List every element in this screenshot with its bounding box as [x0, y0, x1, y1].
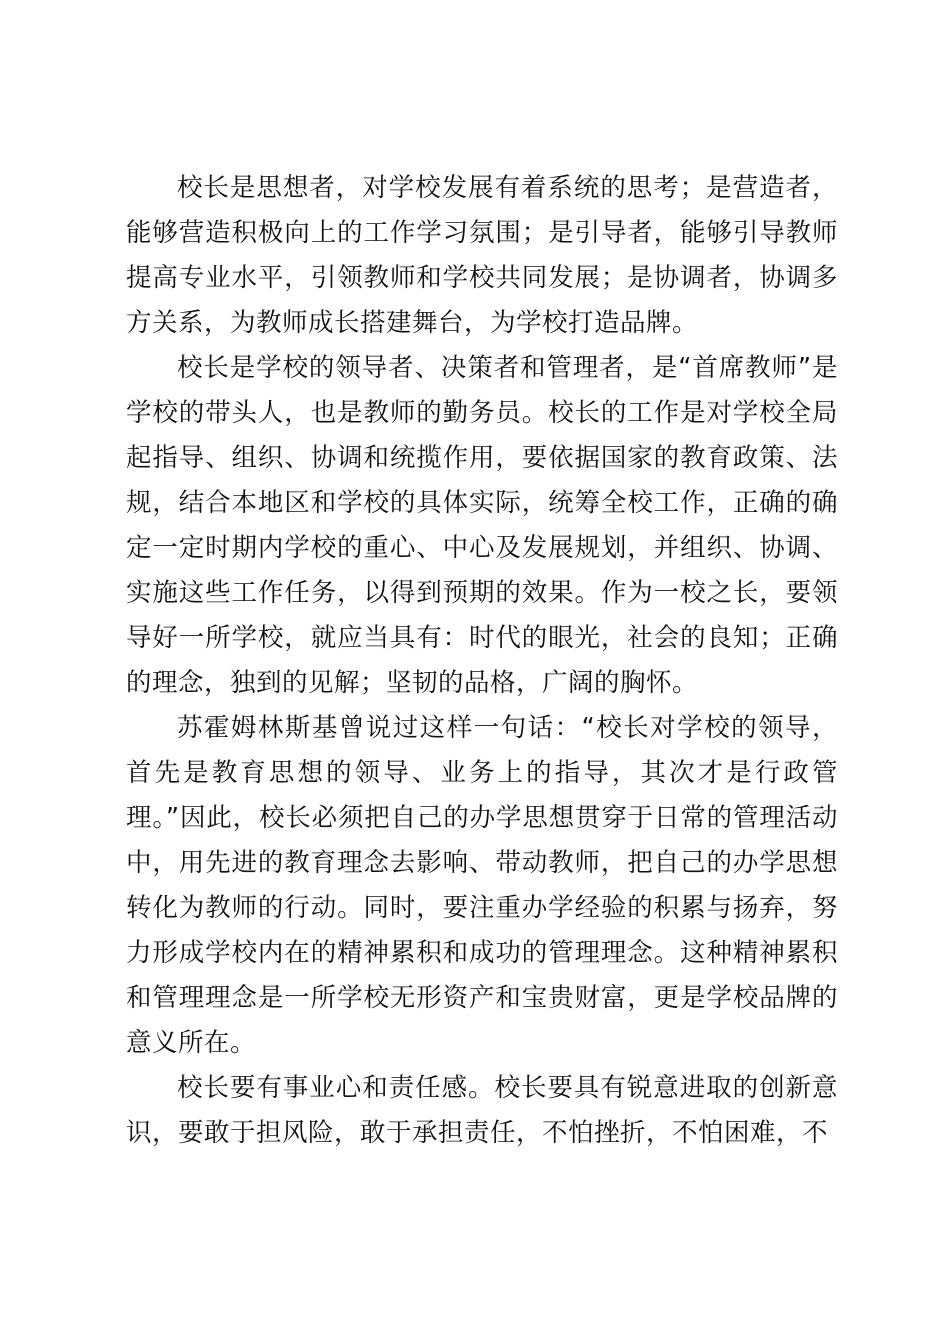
paragraph-dedication-responsibility: 校长要有事业心和责任感。校长要具有锐意进取的创新意识，要敢于担风险，敢于承担责任，不怕挫折，不怕困难，不: [126, 1073, 838, 1148]
paragraph-principal-roles: 校长是思想者，对学校发展有着系统的思考；是营造者，能够营造积极向上的工作学习氛围；是引导者，能够引导教师提高专业水平，引领教师和学校共同发展；是协调者，协调多方关系，为教师成长搭建舞台，为学校打造品牌。: [126, 173, 838, 338]
paragraph-principal-leadership: 校长是学校的领导者、决策者和管理者，是“首席教师”是学校的带头人，也是教师的勤务员。校长的工作是对学校全局起指导、组织、协调和统揽作用，要依据国家的教育政策、法规，结合本地区和学校的具体实际，统筹全校工作，正确的确定一定时期内学校的重心、中心及发展规划，并组织、协调、实施这些工作任务，以得到预期的效果。作为一校之长，要领导好一所学校，就应当具有：时代的眼光，社会的良知；正确的理念，独到的见解；坚韧的品格，广阔的胸怀。: [126, 353, 838, 698]
paragraph-sukhomlinsky-quote: 苏霍姆林斯基曾说过这样一句话：“校长对学校的领导，首先是教育思想的领导、业务上的指导，其次才是行政管理。”因此，校长必须把自己的办学思想贯穿于日常的管理活动中，用先进的教育理念去影响、带动教师，把自己的办学思想转化为教师的行动。同时，要注重办学经验的积累与扬弃，努力形成学校内在的精神累积和成功的管理理念。这种精神累积和管理理念是一所学校无形资产和宝贵财富，更是学校品牌的意义所在。: [126, 713, 838, 1058]
document-body: [126, 166, 838, 1156]
